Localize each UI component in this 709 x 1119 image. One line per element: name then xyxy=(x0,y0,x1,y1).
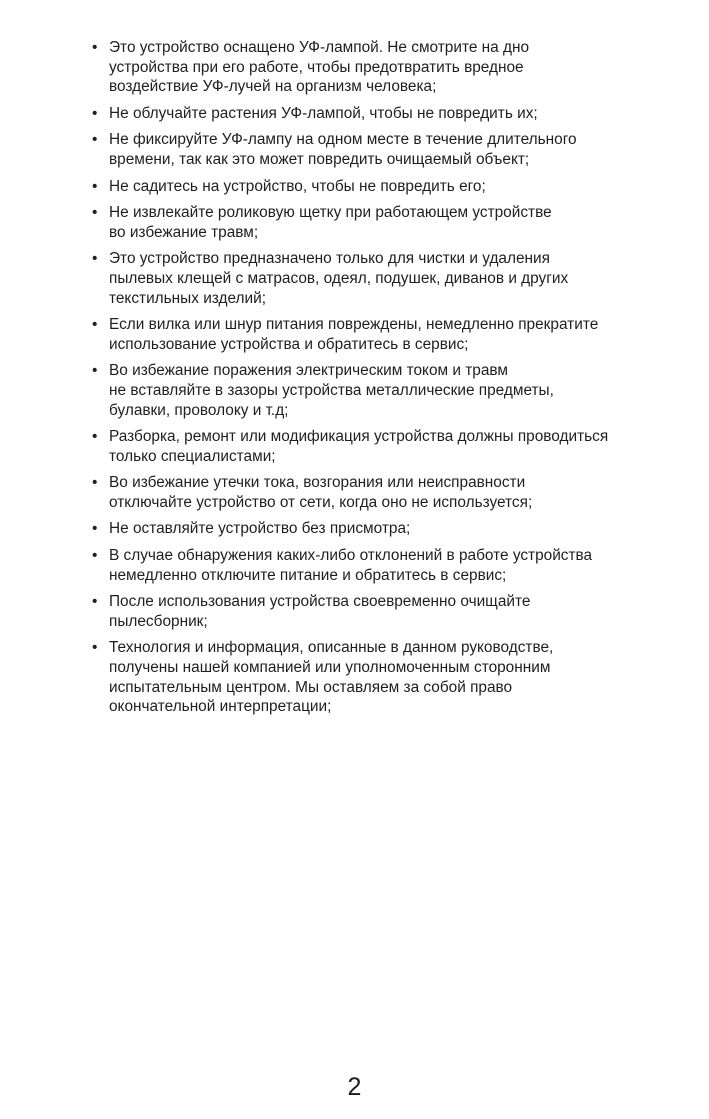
bullet: • xyxy=(92,547,98,565)
list-item xyxy=(92,249,672,308)
bullet: • xyxy=(92,250,98,268)
warning-text: В случае обнаружения каких-либо отклонений в работе устройства немедленно отключите питание и обратитесь в сервис; xyxy=(109,547,593,584)
bullet: • xyxy=(92,177,98,195)
warning-text: Не садитесь на устройство, чтобы не повредить его; xyxy=(109,177,486,195)
warning-text: Не оставляйте устройство без присмотра; xyxy=(109,520,411,538)
list-item xyxy=(92,203,672,242)
bullet: • xyxy=(92,204,98,222)
warning-text: Не облучайте растения УФ-лампой, чтобы не повредить их; xyxy=(109,104,538,122)
list-item xyxy=(92,315,672,354)
bullet: • xyxy=(92,428,98,446)
list-item xyxy=(92,473,672,512)
bullet: • xyxy=(92,316,98,334)
bullet: • xyxy=(92,639,98,657)
warning-text: Это устройство предназначено только для чистки и удаления пылевых клещей с матрасов, одеял, подушек, диванов и других текстильных изделий; xyxy=(109,250,569,307)
bullet: • xyxy=(92,593,98,611)
list-item xyxy=(92,177,672,197)
list-item xyxy=(92,592,672,631)
warning-text: Во избежание утечки тока, возгорания или неисправности отключайте устройство от сети, когда оно не используется; xyxy=(109,474,533,511)
list-item xyxy=(92,130,672,169)
list-item xyxy=(92,546,672,585)
list-item xyxy=(92,638,672,716)
warning-text: Во избежание поражения электрическим током и травм не вставляйте в зазоры устройства металлические предметы, булавки, проволоку и т.д; xyxy=(109,362,554,419)
list-item xyxy=(92,519,672,539)
bullet: • xyxy=(92,104,98,122)
bullet: • xyxy=(92,474,98,492)
list-item xyxy=(92,427,672,466)
page-number: 2 xyxy=(347,1073,362,1101)
safety-warnings-list xyxy=(92,38,672,724)
warning-text: Если вилка или шнур питания повреждены, немедленно прекратите использование устройства и обратитесь в сервис; xyxy=(109,316,599,353)
bullet: • xyxy=(92,131,98,149)
warning-text: После использования устройства своевременно очищайте пылесборник; xyxy=(109,593,531,630)
list-item xyxy=(92,104,672,124)
warning-text: Не фиксируйте УФ-лампу на одном месте в течение длительного времени, так как это может повредить очищаемый объект; xyxy=(109,131,577,168)
warning-text: Это устройство оснащено УФ-лампой. Не смотрите на дно устройства при его работе, чтобы предотвратить вредное воздействие УФ-лучей на организм человека; xyxy=(109,39,530,96)
warning-text: Не извлекайте роликовую щетку при работающем устройстве во избежание травм; xyxy=(109,204,552,241)
bullet: • xyxy=(92,39,98,56)
list-item xyxy=(92,38,672,97)
warning-text: Разборка, ремонт или модификация устройства должны проводиться только специалистами; xyxy=(109,428,609,465)
list-item xyxy=(92,361,672,420)
bullet: • xyxy=(92,362,98,380)
warning-text: Технология и информация, описанные в данном руководстве, получены нашей компанией или уполномоченным сторонним испытательным центром. Мы оставляем за собой право окончательной интерпретации; xyxy=(109,639,554,716)
bullet: • xyxy=(92,520,98,538)
